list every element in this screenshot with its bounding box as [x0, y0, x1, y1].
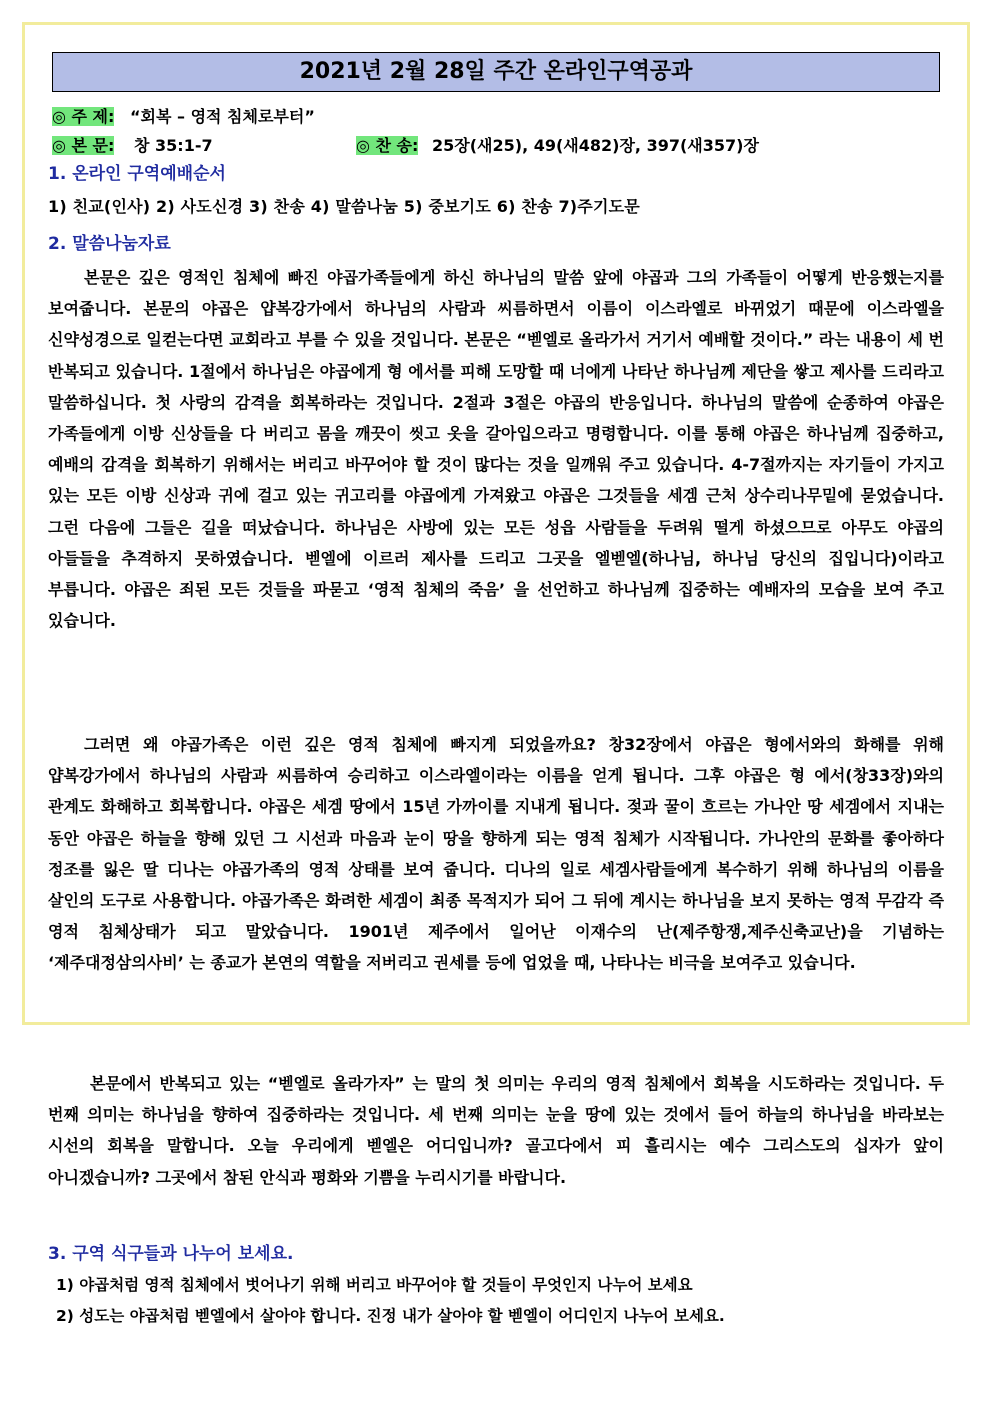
theme-row: [52, 106, 315, 128]
page-title: 2021년 2월 28일 주간 온라인구역공과: [52, 52, 940, 92]
paragraph-1: 본문은 깊은 영적인 침체에 빠진 야곱가족들에게 하신 하나님의 말씀 앞에 야곱과 그의 가족들이 어떻게 반응했는지를 보여줍니다. 본문의 야곱은 얍복강가에서 하나님의 사람과 씨름하면서 이름이 이스라엘로 바뀌었기 때문에 이스라엘을 신약성경으로 일컫는다면 교회라고 부를 수 있을 것입니다. 본문은 “벧엘로 올라가서 거기서 예배할 것이다.” 라는 내용이 세 번 반복되고 있습니다. 1절에서 하나님은 야곱에게 형 에서를 피해 도망할 때 너에게 나타난 하나님께 제단을 쌓고 제사를 드리라고 말씀하십니다. 첫 사랑의 감격을 회복하라는 것입니다. 2절과 3절은 야곱의 반응입니다. 하나님의 말씀에 순종하여 야곱은 가족들에게 이방 신상들을 다 버리고 몸을 깨끗이 씻고 옷을 갈아입으라고 명령합니다. 이를 통해 야곱은 하나님께 집중하고, 예배의 감격을 회복하기 위해서는 버리고 바꾸어야 할 것이 많다는 것을 일깨워 주고 있습니다. 4-7절까지는 자기들이 가지고 있는 모든 이방 신상과 귀에 걸고 있는 귀고리를 야곱에게 가져왔고 야곱은 그것들을 세겜 근처 상수리나무밑에 묻었습니다. 그런 다음에 그들은 길을 떠났습니다. 하나님은 사방에 있는 모든 성읍 사람들을 두려워 떨게 하셨으므로 아무도 야곱의 아들들을 추격하지 못하였습니다. 벧엘에 이르러 제사를 드리고 그곳을 엘벧엘(하나님, 하나님 당신의 집입니다)이라고 부릅니다. 야곱은 죄된 모든 것들을 파묻고 ‘영적 침체의 죽음’ 을 선언하고 하나님께 집중하는 예배자의 모습을 보여 주고 있습니다.: [48, 268, 944, 631]
discussion-question-1: 1) 야곱처럼 영적 침체에서 벗어나기 위해 버리고 바꾸어야 할 것들이 무엇인지 나누어 보세요: [56, 1276, 693, 1294]
text-value: 창 35:1-7: [134, 136, 213, 155]
section1-heading: 1. 온라인 구역예배순서: [48, 164, 226, 184]
theme-value: “회복 – 영적 침체로부터”: [130, 107, 315, 126]
text-row: [52, 135, 213, 157]
theme-label: ◎ 주 제:: [52, 107, 115, 126]
section2-heading: 2. 말씀나눔자료: [48, 234, 171, 254]
hymn-value: 25장(새25), 49(새482)장, 397(새357)장: [432, 136, 759, 155]
paragraph-3: 본문에서 반복되고 있는 “벧엘로 올라가자” 는 말의 첫 의미는 우리의 영적 침체에서 회복을 시도하라는 것입니다. 두 번째 의미는 하나님을 향하여 집중하라는 것입니다. 세 번째 의미는 눈을 땅에 있는 것에서 들어 하늘의 하나님을 바라보는 시선의 회복을 말합니다. 오늘 우리에게 벧엘은 어디입니까? 골고다에서 피 흘리시는 예수 그리스도의 십자가 앞이 아니겠습니까? 그곳에서 참된 안식과 평화와 기쁨을 누리시기를 바랍니다.: [48, 1074, 944, 1187]
text-label: ◎ 본 문:: [52, 136, 115, 155]
discussion-question-2: 2) 성도는 야곱처럼 벧엘에서 살아야 합니다. 진정 내가 살아야 할 벧엘이 어디인지 나누어 보세요.: [56, 1307, 725, 1325]
worship-order: 1) 친교(인사) 2) 사도신경 3) 찬송 4) 말씀나눔 5) 중보기도 6) 찬송 7)주기도문: [48, 197, 640, 216]
section3-heading: 3. 구역 식구들과 나누어 보세요.: [48, 1244, 294, 1264]
hymn-row: [356, 135, 759, 157]
hymn-label: ◎ 찬 송:: [356, 136, 419, 155]
paragraph-2: 그러면 왜 야곱가족은 이런 깊은 영적 침체에 빠지게 되었을까요? 창32장에서 야곱은 형에서와의 화해를 위해 얍복강가에서 하나님의 사람과 씨름하여 승리하고 이스라엘이라는 이름을 얻게 됩니다. 그후 야곱은 형 에서(창33장)와의 관계도 화해하고 회복합니다. 야곱은 세겜 땅에서 15년 가까이를 지내게 됩니다. 젖과 꿀이 흐르는 가나안 땅 세겜에서 지내는 동안 야곱은 하늘을 향해 있던 그 시선과 마음과 눈이 땅을 향하게 되는 영적 침체가 시작됩니다. 가나안의 문화를 좋아하다 정조를 잃은 딸 디나는 야곱가족의 영적 상태를 보여 줍니다. 디나의 일로 세겜사람들에게 복수하기 위해 하나님의 이름을 살인의 도구로 사용합니다. 야곱가족은 화려한 세겜이 최종 목적지가 되어 그 뒤에 계시는 하나님을 보지 못하는 영적 무감각 즉 영적 침체상태가 되고 말았습니다. 1901년 제주에서 일어난 이재수의 난(제주항쟁,제주신축교난)을 기념하는 ‘제주대정삼의사비’ 는 종교가 본연의 역할을 저버리고 권세를 등에 업었을 때, 나타나는 비극을 보여주고 있습니다.: [48, 735, 944, 973]
